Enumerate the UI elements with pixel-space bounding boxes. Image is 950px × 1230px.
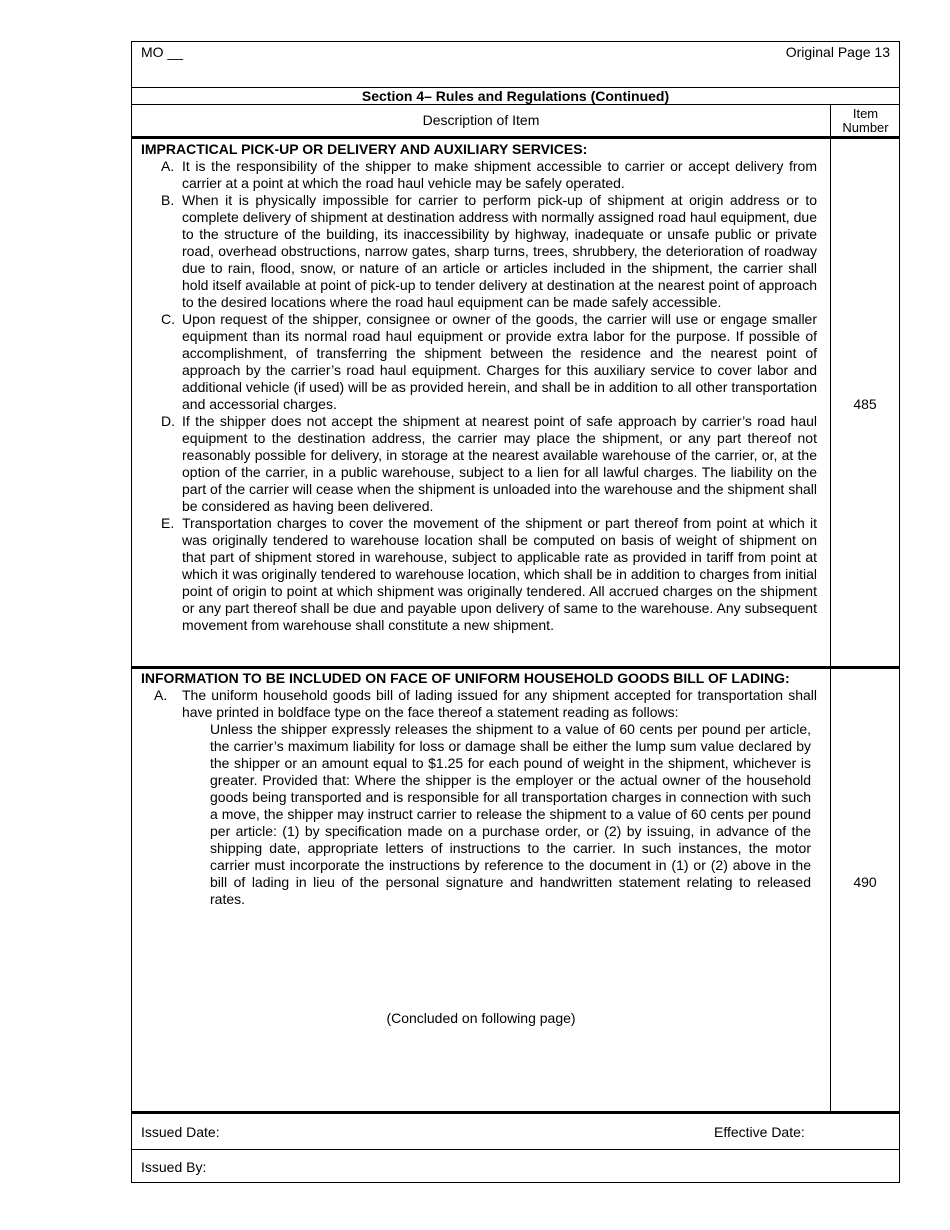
item-number: 485 <box>853 396 877 412</box>
list-item-label: D. <box>161 413 175 429</box>
footer-dates <box>132 1114 899 1150</box>
list-item <box>141 413 817 515</box>
list-item-text: Upon request of the shipper, consignee or owner of the goods, the carrier will use or engage smaller equipment than its normal road haul equipment or provide extra labor for the purpose. If possible of accomplishment, of transferring the shipment between the residence and the nearest point of approach by the carrier’s road haul equipment. Charges for this auxiliary service to cover labor and additional vehicle (if used) will be as provided herein, and shall be in addition to all other transportation and accessorial charges. <box>182 311 817 412</box>
list-item <box>141 192 817 311</box>
description-column-header: Description of Item <box>422 112 540 128</box>
column-header <box>132 105 899 139</box>
item-number: 490 <box>853 874 877 890</box>
list-item-label: A. <box>154 687 168 703</box>
row-divider <box>132 666 899 669</box>
item-number-column-header <box>830 105 900 136</box>
list-item-text: The uniform household goods bill of lading issued for any shipment accepted for transportation shall have printed in boldface type on the face thereof a statement reading as follows: <box>182 687 817 720</box>
list-item-label: B. <box>161 192 175 208</box>
issued-date-label: Issued Date: <box>141 1124 220 1140</box>
required-statement: Unless the shipper expressly releases the shipment to a value of 60 cents per pound per article, the carrier’s maximum liability for loss or damage shall be either the lump sum value declared by the shipper or an amount equal to $1.25 for each pound of weight in the shipment, whichever is greater. Provided that: Where the shipper is the employer or the actual owner of the household goods being transported and is responsible for all transportation charges in connection with such a move, the shipper may instruct carrier to release the shipment to a value of 60 cents per pound per article: (1) by specification made on a purchase order, or (2) by issuing, in advance of the shipping date, appropriate letters of instructions to the carrier. In such instances, the motor carrier must incorporate the instructions by reference to the document in (1) or (2) above in the bill of lading in lieu of the personal signature and handwritten statement relating to released rates. <box>210 721 811 907</box>
continuation-note: (Concluded on following page) <box>386 1010 576 1026</box>
column-divider <box>830 139 831 1111</box>
item-number-header-line2: Number <box>842 120 889 135</box>
footer-issuer <box>132 1150 899 1183</box>
list-item-label: C. <box>161 311 175 327</box>
list-item <box>141 687 817 721</box>
list-item <box>141 158 817 192</box>
list-item-text: When it is physically impossible for carrier to perform pick-up of shipment at origin address or to complete delivery of shipment at destination address with normally assigned road haul equipment, due to the structure of the building, its inaccessibility by highway, inadequate or unsafe public or private road, overhead obstructions, narrow gates, sharp turns, trees, shrubbery, the deterioration of roadway due to rain, flood, snow, or nature of an article or articles included in the shipment, the carrier shall hold itself available at point of pick-up to tender delivery at destination at the nearest point of approach to the desired locations where the road haul equipment can be made safely accessible. <box>182 192 817 310</box>
list-item <box>141 515 817 634</box>
list-item-text: Transportation charges to cover the movement of the shipment or part thereof from point at which it was originally tendered to warehouse location shall be computed on basis of weight of shipment on that part of shipment stored in warehouse, subject to applicable rate as provided in tariff from point at which it was originally tendered to warehouse location, which shall be in addition to charges from initial point of origin to point at which shipment was originally tendered. All accrued charges on the shipment or any part thereof shall be due and payable upon delivery of same to the warehouse. Any subsequent movement from warehouse shall constitute a new shipment. <box>182 515 817 633</box>
item-485-description <box>141 141 817 634</box>
section-title: Section 4– Rules and Regulations (Continued) <box>132 88 899 105</box>
page-number: Original Page 13 <box>785 44 890 60</box>
list-item <box>141 311 817 413</box>
list-item-label: E. <box>161 515 175 531</box>
list-item-text: It is the responsibility of the shipper to make shipment accessible to carrier or accept delivery from carrier at a point at which the road haul vehicle may be safely operated. <box>182 158 817 191</box>
page-header <box>132 42 899 88</box>
item-490-description <box>141 670 817 908</box>
item-heading: IMPRACTICAL PICK-UP OR DELIVERY AND AUXILIARY SERVICES: <box>141 141 588 157</box>
list-item-text: If the shipper does not accept the shipment at nearest point of safe approach by carrier’s road haul equipment to the destination address, the carrier may place the shipment, or any part thereof not reasonably possible for delivery, in storage at the nearest available warehouse of the carrier, or, at the option of the carrier, in a public warehouse, subject to a lien for all lawful charges. The liability on the part of the carrier will cease when the shipment is unloaded into the warehouse and the shipment shall be considered as having been delivered. <box>182 413 817 514</box>
item-number-header-line1: Item <box>852 106 879 121</box>
item-heading: INFORMATION TO BE INCLUDED ON FACE OF UNIFORM HOUSEHOLD GOODS BILL OF LADING: <box>141 670 790 686</box>
effective-date-label: Effective Date: <box>714 1124 805 1140</box>
tariff-page <box>131 41 900 1183</box>
state-code: MO __ <box>141 44 184 60</box>
list-item-label: A. <box>161 158 175 174</box>
issued-by-label: Issued By: <box>141 1159 207 1175</box>
